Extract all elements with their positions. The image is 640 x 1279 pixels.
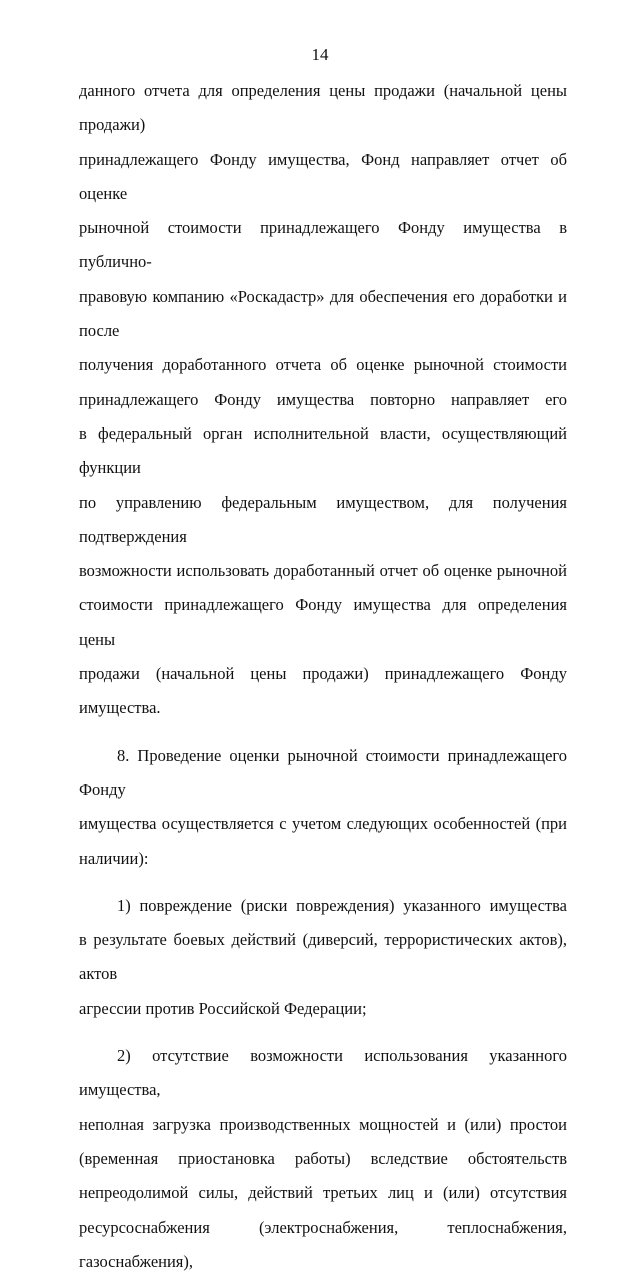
document-body (79, 74, 567, 1279)
page-number: 14 (0, 45, 640, 65)
text-line: принадлежащего Фонду имущества, Фонд направляет отчет об оценке (79, 143, 567, 212)
text-line: рыночной стоимости принадлежащего Фонду имущества в публично- (79, 211, 567, 280)
text-line: агрессии против Российской Федерации; (79, 992, 567, 1026)
text-line: 8. Проведение оценки рыночной стоимости принадлежащего Фонду (79, 739, 567, 808)
text-line: получения доработанного отчета об оценке рыночной стоимости (79, 348, 567, 382)
text-line: ресурсоснабжения (электроснабжения, теплоснабжения, газоснабжения), (79, 1211, 567, 1279)
text-line: принадлежащего Фонду имущества повторно направляет его (79, 383, 567, 417)
text-line: возможности использовать доработанный отчет об оценке рыночной (79, 554, 567, 588)
text-line: 1) повреждение (риски повреждения) указанного имущества (79, 889, 567, 923)
text-line: имущества осуществляется с учетом следующих особенностей (при (79, 807, 567, 841)
text-line: данного отчета для определения цены продажи (начальной цены продажи) (79, 74, 567, 143)
paragraph-subitem-2 (79, 1039, 567, 1279)
text-line: (временная приостановка работы) вследствие обстоятельств (79, 1142, 567, 1176)
text-line: в результате боевых действий (диверсий, террористических актов), актов (79, 923, 567, 992)
paragraph-continuation (79, 74, 567, 726)
text-line: наличии): (79, 842, 567, 876)
text-line: продажи (начальной цены продажи) принадлежащего Фонду имущества. (79, 657, 567, 726)
paragraph-subitem-1 (79, 889, 567, 1026)
text-line: стоимости принадлежащего Фонду имущества для определения цены (79, 588, 567, 657)
paragraph-item-8 (79, 739, 567, 876)
text-line: неполная загрузка производственных мощностей и (или) простои (79, 1108, 567, 1142)
text-line: правовую компанию «Роскадастр» для обеспечения его доработки и после (79, 280, 567, 349)
text-line: по управлению федеральным имуществом, для получения подтверждения (79, 486, 567, 555)
text-line: в федеральный орган исполнительной власти, осуществляющий функции (79, 417, 567, 486)
text-line: 2) отсутствие возможности использования указанного имущества, (79, 1039, 567, 1108)
text-line: непреодолимой силы, действий третьих лиц и (или) отсутствия (79, 1176, 567, 1210)
